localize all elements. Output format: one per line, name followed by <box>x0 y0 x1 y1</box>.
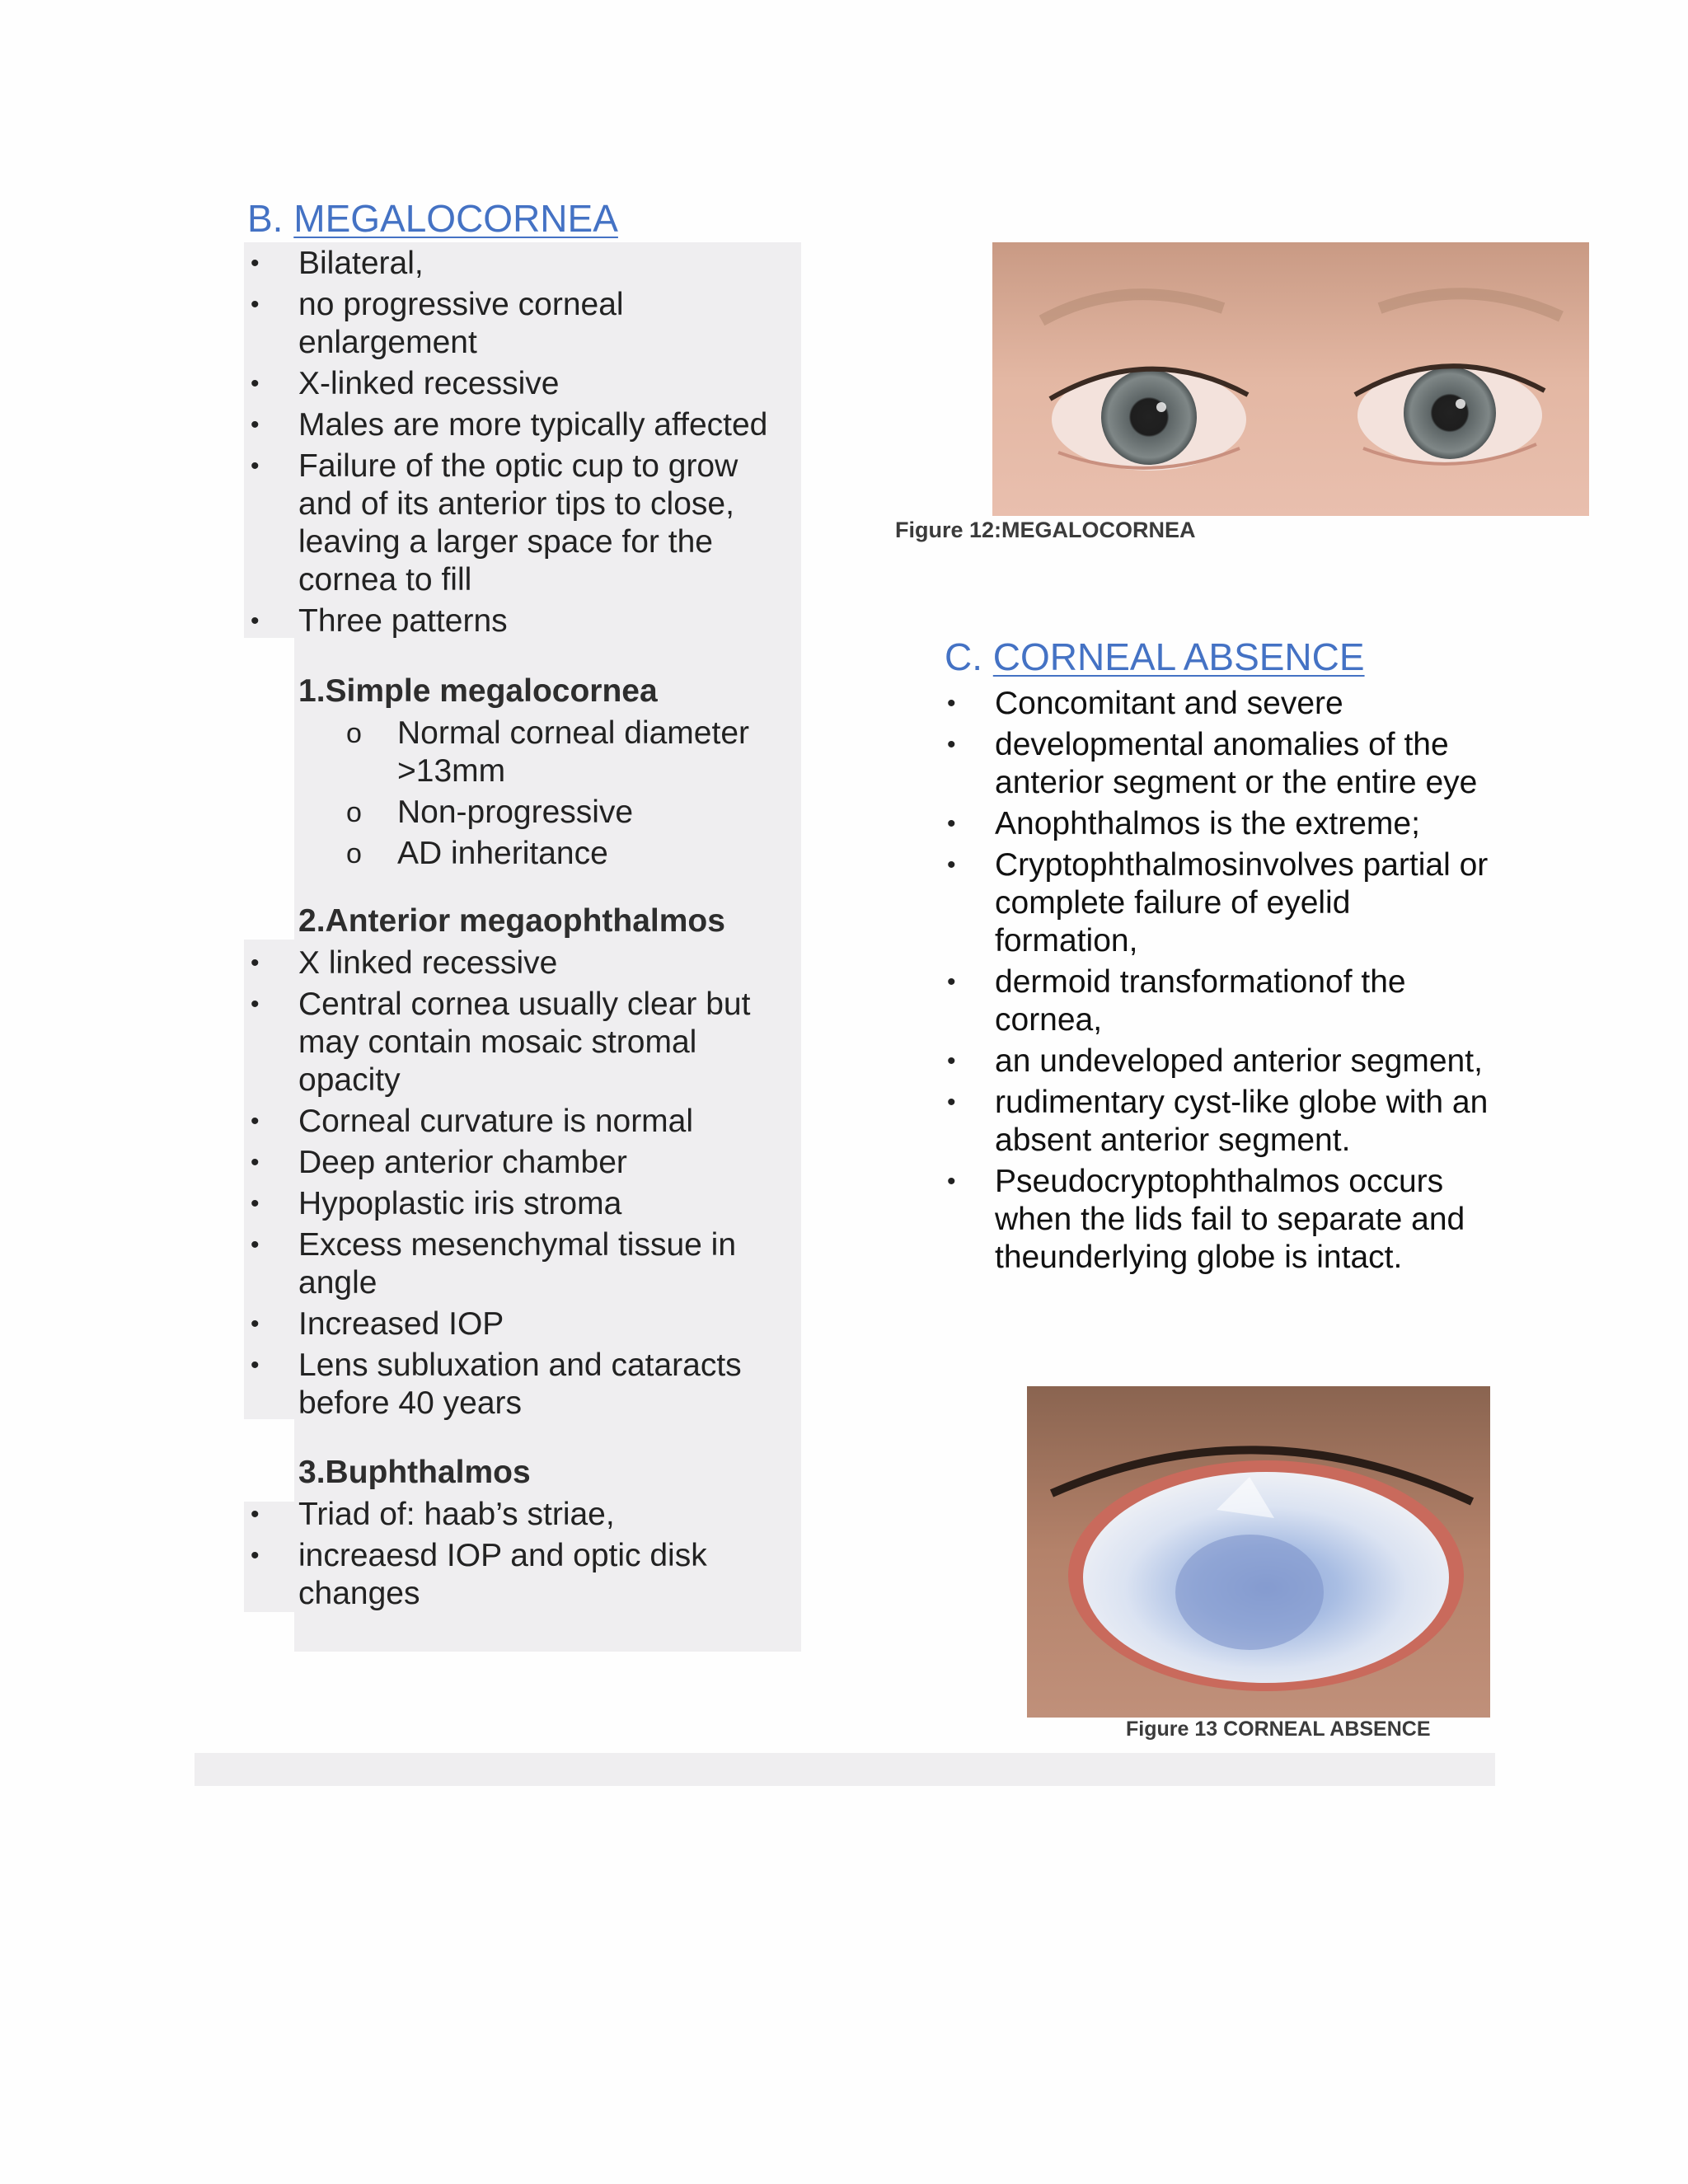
list-item: • developmental anomalies of the anterior segment or the entire eye <box>947 727 1478 800</box>
list-item: • Deep anterior chamber <box>251 1145 627 1180</box>
circle-bullet-icon: o <box>346 797 362 828</box>
circle-bullet-icon: o <box>346 838 362 869</box>
bullet-icon: • <box>251 607 260 635</box>
bullet-icon: • <box>251 452 260 480</box>
figure-12-caption: Figure 12:MEGALOCORNEA <box>895 518 1196 542</box>
bullet-icon: • <box>251 250 260 277</box>
bullet-icon: • <box>251 949 260 977</box>
bullet-icon: • <box>947 1047 956 1075</box>
section-c-heading <box>945 635 1365 679</box>
bullet-icon: • <box>251 1542 260 1569</box>
list-item: • Failure of the optic cup to grow and of its anterior tips to close, leaving a larger space for the cornea to fill <box>251 448 738 598</box>
bullet-icon: • <box>947 1168 956 1195</box>
buphthalmos-list <box>251 1496 760 1616</box>
bullet-icon: • <box>251 1310 260 1338</box>
simple-megalocornea-heading: 1.Simple megalocornea <box>298 673 658 709</box>
list-item: • Central cornea usually clear but may contain mosaic stromal opacity <box>251 987 751 1098</box>
bullet-icon: • <box>251 1352 260 1379</box>
anterior-megaophthalmos-list <box>251 944 776 1426</box>
bullet-icon: • <box>251 1501 260 1528</box>
megalocornea-eyes-illustration <box>992 242 1589 516</box>
list-item: • Males are more typically affected <box>251 407 768 443</box>
list-item: • Increased IOP <box>251 1306 504 1342</box>
anterior-megaophthalmos-heading: 2.Anterior megaophthalmos <box>298 903 725 939</box>
list-item: • no progressive corneal enlargement <box>251 287 624 360</box>
list-item: • Pseudocryptophthalmos occurs when the lids fail to separate and theunderlying globe is intact. <box>947 1164 1465 1275</box>
list-item: • Excess mesenchymal tissue in angle <box>251 1227 737 1301</box>
bullet-icon: • <box>251 991 260 1018</box>
section-c-letter: C. <box>945 635 982 678</box>
section-b-bullets <box>251 245 785 644</box>
bullet-icon: • <box>251 1108 260 1135</box>
list-item: • Bilateral, <box>251 246 424 281</box>
bullet-icon: • <box>251 411 260 438</box>
corneal-absence-eye-illustration <box>1027 1386 1490 1718</box>
list-item: • Anophthalmos is the extreme; <box>947 806 1420 841</box>
bullet-icon: • <box>947 1089 956 1116</box>
bullet-icon: • <box>251 291 260 318</box>
list-item: • Corneal curvature is normal <box>251 1104 694 1139</box>
bullet-icon: • <box>251 1190 260 1217</box>
list-item: • Cryptophthalmosinvolves partial or complete failure of eyelid formation, <box>947 847 1489 958</box>
list-item: • X linked recessive <box>251 945 558 981</box>
list-item: • Triad of: haab’s striae, <box>251 1497 615 1532</box>
megalocornea-photo <box>992 242 1589 516</box>
list-item: • Concomitant and severe <box>947 686 1343 721</box>
list-item: • increaesd IOP and optic disk changes <box>251 1538 707 1611</box>
corneal-absence-photo <box>1027 1386 1490 1718</box>
list-item: • dermoid transformationof the cornea, <box>947 964 1406 1038</box>
list-item: • Hypoplastic iris stroma <box>251 1186 622 1221</box>
list-item: • an undeveloped anterior segment, <box>947 1043 1483 1079</box>
shade-bottom-bar <box>195 1753 1495 1786</box>
section-b-title: MEGALOCORNEA <box>293 197 618 240</box>
list-item: • rudimentary cyst-like globe with an absent anterior segment. <box>947 1085 1489 1158</box>
section-c-title: CORNEAL ABSENCE <box>992 635 1365 678</box>
figure-13-caption: Figure 13 CORNEAL ABSENCE <box>1126 1718 1431 1741</box>
simple-megalocornea-list <box>346 715 785 876</box>
bullet-icon: • <box>251 370 260 397</box>
section-b-heading <box>247 196 618 241</box>
bullet-icon: • <box>947 851 956 879</box>
bullet-icon: • <box>947 968 956 996</box>
circle-bullet-icon: o <box>346 718 362 749</box>
bullet-icon: • <box>947 810 956 837</box>
list-item: o AD inheritance <box>346 836 608 871</box>
buphthalmos-heading: 3.Buphthalmos <box>298 1455 531 1490</box>
bullet-icon: • <box>947 731 956 758</box>
list-item: • Lens subluxation and cataracts before 40 years <box>251 1347 742 1421</box>
bullet-icon: • <box>251 1149 260 1176</box>
list-item: o Normal corneal diameter >13mm <box>346 715 750 789</box>
bullet-icon: • <box>251 1231 260 1258</box>
bullet-icon: • <box>947 690 956 717</box>
section-c-bullets <box>947 685 1498 1280</box>
section-b-letter: B. <box>247 197 284 240</box>
list-item: o Non-progressive <box>346 794 634 830</box>
list-item: • X-linked recessive <box>251 366 560 401</box>
list-item: • Three patterns <box>251 603 508 639</box>
